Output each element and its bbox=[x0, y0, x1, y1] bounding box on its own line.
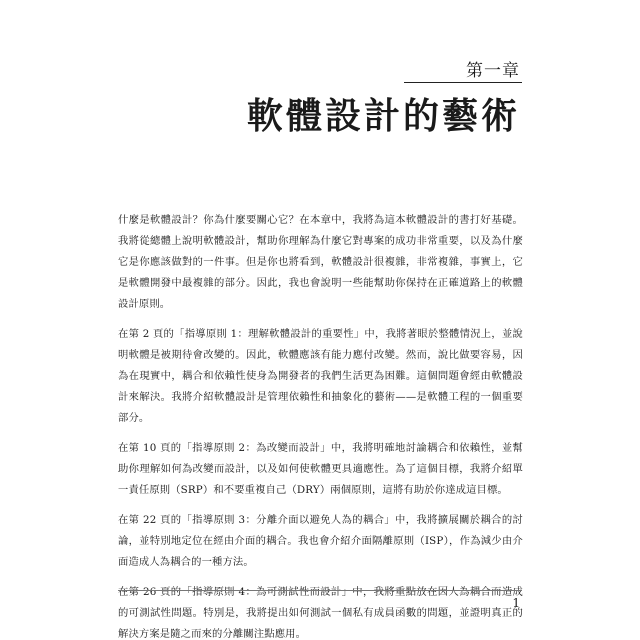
page-number: 1 bbox=[512, 596, 520, 610]
body-text bbox=[118, 210, 523, 640]
chapter-title: 軟體設計的藝術 bbox=[246, 96, 520, 137]
header-rule bbox=[404, 82, 522, 83]
paragraph-guideline-3: 在第 22 頁的「指導原則 3：分離介面以避免人為的耦合」中，我將擴展關於耦合的討論，並特別地定位在經由介面的耦合。我也會介紹介面隔離原則（ISP），作為減少由介面造成人為耦合的一種方法。 bbox=[118, 514, 523, 568]
paragraph-guideline-1: 在第 2 頁的「指導原則 1：理解軟體設計的重要性」中，我將著眼於整體情況上，並說明軟體是被期待會改變的。因此，軟體應該有能力應付改變。然而，說比做要容易，因為在現實中，耦合和依賴性使身為開發者的我們生活更為困難。這個問題會經由軟體設計來解決。我將介紹軟體設計是管理依賴性和抽象化的藝術——是軟體工程的一個重要部分。 bbox=[118, 328, 523, 424]
chapter-label: 第一章 bbox=[466, 61, 520, 81]
paragraph-intro: 什麼是軟體設計？你為什麼要關心它？在本章中，我將為這本軟體設計的書打好基礎。我將從總體上說明軟體設計，幫助你理解為什麼它對專案的成功非常重要，以及為什麼它是你應該做對的一件事。但是你也將看到，軟體設計很複雜，非常複雜，事實上，它是軟體開發中最複雜的部分。因此，我也會說明一些能幫助你保持在正確道路上的軟體設計原則。 bbox=[118, 214, 523, 310]
paragraph-guideline-4: 在第 26 頁的「指導原則 4：為可測試性而設計」中，我將重點放在因人為耦合而造成的可測試性問題。特別是，我將提出如何測試一個私有成員函數的問題，並證明真正的解決方案是隨之而來的分離關注點應用。 bbox=[118, 586, 523, 640]
footer-rule bbox=[118, 590, 522, 591]
paragraph-guideline-2: 在第 10 頁的「指導原則 2：為改變而設計」中，我將明確地討論耦合和依賴性，並幫助你理解如何為改變而設計，以及如何使軟體更具適應性。為了這個目標，我將介紹單一責任原則（SRP）和不要重複自己（DRY）兩個原則，這將有助於你達成這目標。 bbox=[118, 442, 523, 496]
